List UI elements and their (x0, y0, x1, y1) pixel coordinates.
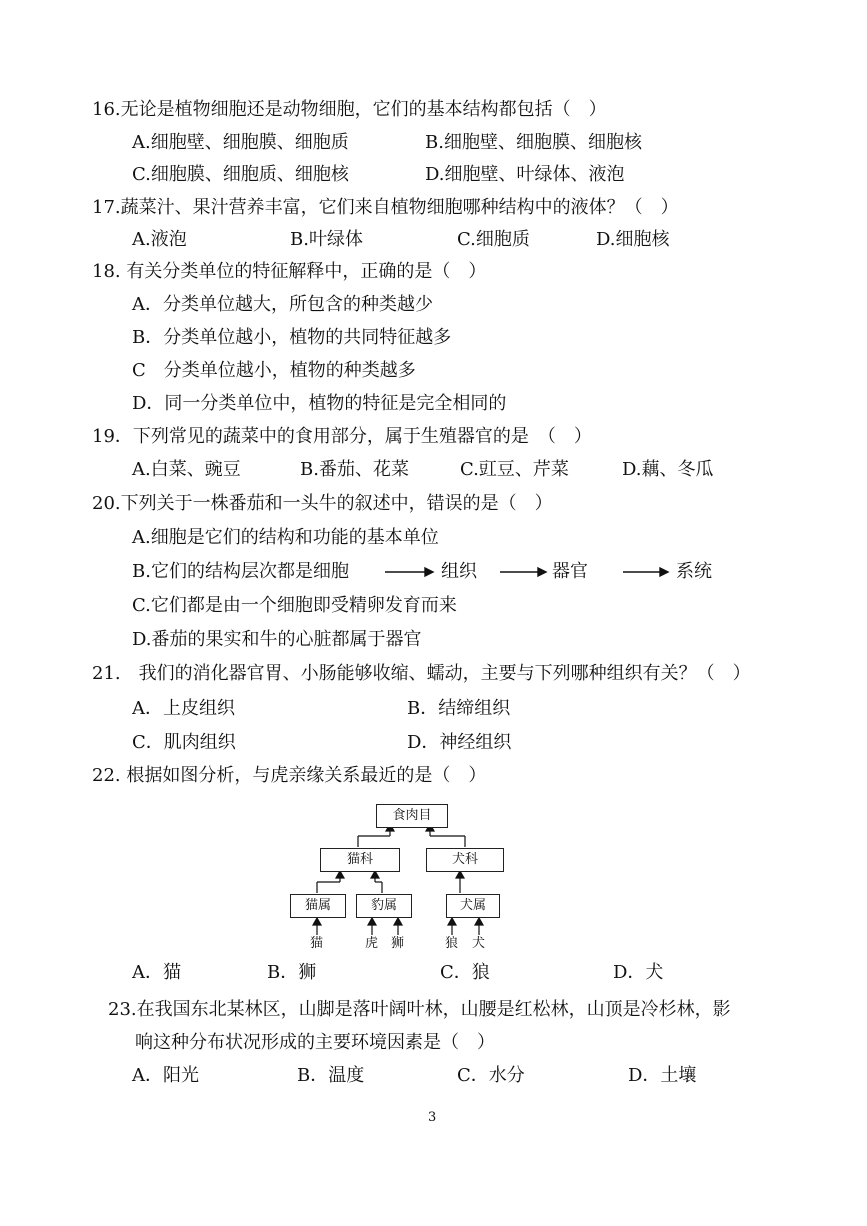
q21-option-b: B．结缔组织 (407, 698, 511, 719)
q23-option-b: B．温度 (297, 1065, 365, 1086)
q20-option-a: A.细胞是它们的结构和功能的基本单位 (132, 527, 439, 548)
q20-option-c: C.它们都是由一个细胞即受精卵发育而来 (132, 595, 457, 616)
q20-chain-system: 系统 (676, 561, 712, 582)
species-cat: 猫 (310, 936, 324, 951)
q21-option-c: C．肌肉组织 (132, 732, 236, 753)
q20-chain-tissue: 组织 (441, 561, 477, 582)
q23-stem-line2: 响这种分布状况形成的主要环境因素是（ ） (135, 1032, 495, 1053)
q23-stem-line1: 23.在我国东北某林区，山脚是落叶阔叶林，山腰是红松林，山顶是冷杉林，影 (108, 999, 731, 1020)
q16-option-c: C.细胞膜、细胞质、细胞核 (132, 164, 349, 185)
q17-option-a: A.液泡 (132, 229, 187, 250)
family-canidae-box: 犬科 (426, 848, 504, 872)
q19-option-c: C.豇豆、芹菜 (460, 459, 569, 480)
q18-stem: 18. 有关分类单位的特征解释中，正确的是（ ） (92, 261, 487, 282)
genus-panthera-box: 豹属 (356, 894, 412, 918)
q18-option-a: A．分类单位越大，所包含的种类越少 (132, 294, 433, 315)
species-wolf: 狼 (445, 936, 459, 951)
q20-chain-organ: 器官 (552, 561, 588, 582)
q18-option-b: B．分类单位越小，植物的共同特征越多 (132, 327, 452, 348)
q19-option-a: A.白菜、豌豆 (132, 459, 241, 480)
species-dog: 犬 (472, 936, 486, 951)
q22-stem: 22. 根据如图分析，与虎亲缘关系最近的是（ ） (92, 765, 487, 786)
q18-option-d: D．同一分类单位中，植物的特征是完全相同的 (132, 393, 507, 414)
q17-stem: 17.蔬菜汁、果汁营养丰富，它们来自植物细胞哪种结构中的液体？（ ） (92, 197, 679, 218)
q21-option-a: A．上皮组织 (132, 698, 235, 719)
q22-option-b: B．狮 (267, 962, 317, 983)
genus-canis-box: 犬属 (446, 894, 500, 918)
q21-option-d: D．神经组织 (407, 732, 512, 753)
q20-stem: 20.下列关于一株番茄和一头牛的叙述中，错误的是（ ） (92, 493, 553, 514)
q16-option-d: D.细胞壁、叶绿体、液泡 (425, 164, 625, 185)
q17-option-d: D.细胞核 (596, 229, 670, 250)
family-felidae-box: 猫科 (320, 848, 400, 872)
q16-stem: 16.无论是植物细胞还是动物细胞，它们的基本结构都包括（ ） (92, 99, 607, 120)
q16-option-b: B.细胞壁、细胞膜、细胞核 (425, 132, 642, 153)
q23-option-a: A．阳光 (132, 1065, 199, 1086)
q20-option-d: D.番茄的果实和牛的心脏都属于器官 (132, 629, 422, 650)
q17-option-b: B.叶绿体 (290, 229, 363, 250)
q22-option-c: C．狼 (440, 962, 490, 983)
q23-option-c: C．水分 (457, 1065, 525, 1086)
species-tiger: 虎 (365, 936, 379, 951)
q19-stem: 19．下列常见的蔬菜中的食用部分，属于生殖器官的是 （ ） (92, 426, 592, 447)
q23-option-d: D．土壤 (628, 1065, 697, 1086)
q21-stem: 21. 我们的消化器官胃、小肠能够收缩、蠕动，主要与下列哪种组织有关？（ ） (92, 663, 751, 684)
q20-option-b (132, 560, 349, 584)
order-carnivora-box: 食肉目 (376, 804, 448, 828)
q20-option-b-prefix: B.它们的结构层次都是细胞 (132, 561, 349, 582)
q19-option-b: B.番茄、花菜 (300, 459, 409, 480)
q22-option-d: D．犬 (613, 962, 664, 983)
q22-option-a: A．猫 (132, 962, 181, 983)
q17-option-c: C.细胞质 (457, 229, 530, 250)
q16-option-a: A.细胞壁、细胞膜、细胞质 (132, 132, 349, 153)
species-lion: 狮 (391, 936, 405, 951)
page-number: 3 (428, 1110, 437, 1125)
q18-option-c: C 分类单位越小，植物的种类越多 (132, 360, 416, 381)
genus-felis-box: 猫属 (290, 894, 346, 918)
taxonomy-diagram (280, 800, 520, 960)
q19-option-d: D.藕、冬瓜 (622, 459, 714, 480)
